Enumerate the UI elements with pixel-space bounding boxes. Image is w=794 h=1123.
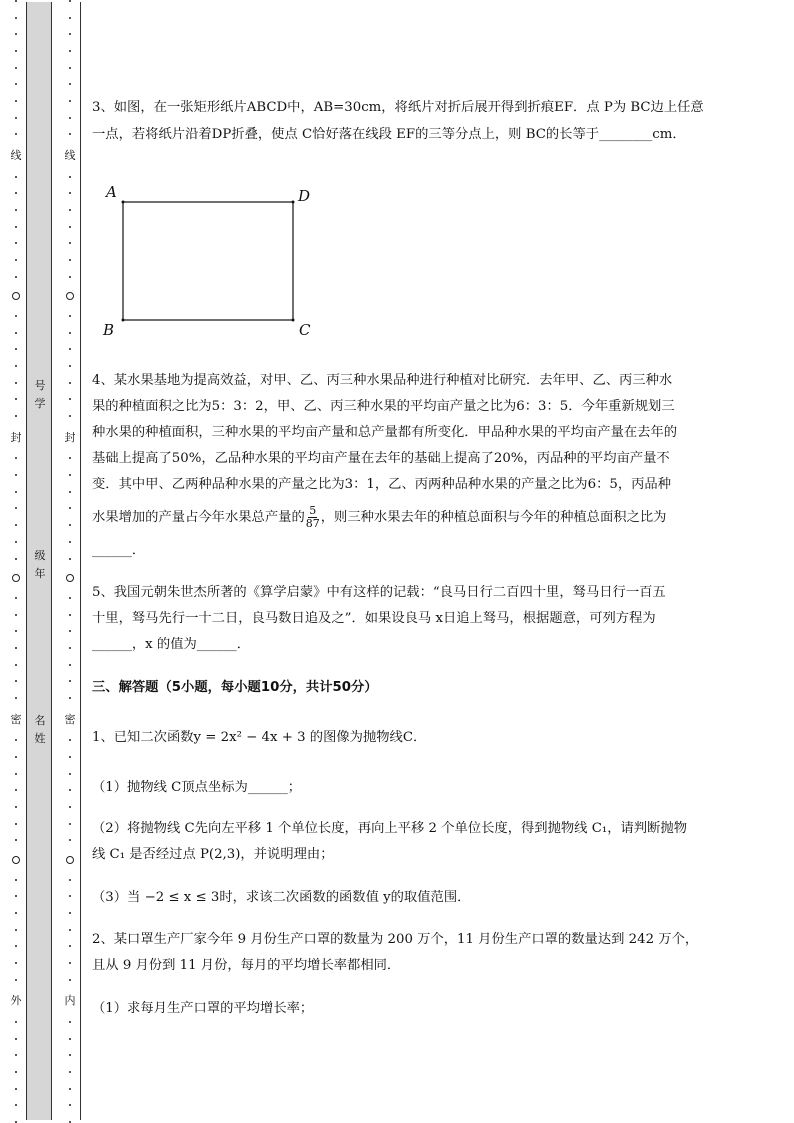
question-2-part-1: （1）求每月生产口罩的平均增长率；	[92, 1001, 314, 1016]
circle-mark	[66, 292, 74, 300]
problem-3-line-2: 一点，若将纸片沿着DP折叠，使点 C恰好落在线段 EF的三等分点上，则 BC的长等于________cm．	[92, 127, 686, 142]
margin-rule	[80, 2, 81, 1120]
problem-4-line-2: 果的种植面积之比为5：3：2，甲、乙、丙三种水果的平均亩产量之比为6：3：5．今年重新规划三	[92, 399, 675, 414]
circle-mark	[12, 574, 20, 582]
inner-line-char: 线	[64, 149, 76, 163]
problem-4-line-7: ______．	[92, 543, 146, 558]
vertex-c-label: C	[299, 321, 311, 339]
fraction-5-87	[306, 505, 320, 530]
vertex-b-label: B	[103, 321, 115, 339]
student-number-label: 号 学	[34, 379, 46, 410]
inner-seal-char: 封	[64, 430, 76, 444]
student-info-band	[26, 2, 52, 1120]
section-3-heading: 三、解答题（5小题，每小题10分，共计50分）	[92, 680, 378, 695]
inner-dotted-line	[62, 0, 78, 1123]
circle-mark	[66, 856, 74, 864]
question-1-stem: 1、已知二次函数y = 2x² − 4x + 3 的图像为抛物线C．	[92, 730, 427, 745]
inner-inside-char: 内	[64, 994, 76, 1008]
problem-4-line-6-pre: 水果增加的产量占今年水果总产量的	[92, 510, 305, 525]
problem-5-line-3: ______，x 的值为______．	[92, 637, 250, 652]
circle-mark	[12, 292, 20, 300]
rectangle-abcd-diagram	[92, 175, 332, 345]
outer-line-char: 线	[10, 149, 22, 163]
vertex-d-label: D	[298, 187, 311, 205]
question-1-part-3: （3）当 −2 ≤ x ≤ 3时，求该二次函数的函数值 y的取值范围．	[92, 890, 471, 905]
problem-4-line-4: 基础上提高了50%，乙品种水果的平均亩产量在去年的基础上提高了20%，丙品种的平均亩产量不	[92, 451, 670, 466]
problem-4-line-6-post: ，则三种水果去年的种植总面积与今年的种植总面积之比为	[320, 510, 667, 525]
problem-3-line-1: 3、如图，在一张矩形纸片ABCD中，AB=30cm，将纸片对折后展开得到折痕EF．点 P为 BC边上任意	[92, 100, 704, 115]
question-1-part-2-line-2: 线 C₁ 是否经过点 P(2,3)，并说明理由；	[92, 847, 334, 862]
grade-label: 级 年	[34, 549, 46, 580]
circle-mark	[12, 856, 20, 864]
fraction-numerator: 5	[309, 504, 317, 517]
question-1-part-2-line-1: （2）将抛物线 C先向左平移 1 个单位长度，再向上平移 2 个单位长度，得到抛物线 C₁，请判断抛物	[92, 821, 687, 836]
fraction-denominator: 87	[305, 517, 320, 530]
problem-5-line-1: 5、我国元朝朱世杰所著的《算学启蒙》中有这样的记载：“良马日行二百四十里，驽马日行一百五	[92, 585, 666, 600]
outer-seal-char: 封	[10, 430, 22, 444]
problem-4-line-6	[92, 505, 752, 531]
problem-4-line-5: 变．其中甲、乙两种品种水果的产量之比为3：1，乙、丙两种品种水果的产量之比为6：5，丙品种	[92, 477, 672, 492]
question-2-stem-line-1: 2、某口罩生产厂家今年 9 月份生产口罩的数量为 200 万个，11 月份生产口罩的数量达到 242 万个，	[92, 932, 699, 947]
name-label: 名 姓	[34, 714, 46, 745]
outer-dotted-line	[8, 0, 24, 1123]
problem-4-line-3: 种水果的种植面积，三种水果的平均亩产量和总产量都有所变化．甲品种水果的平均亩产量在去年的	[92, 425, 678, 440]
vertex-a-label: A	[106, 183, 117, 201]
binding-margin	[0, 0, 90, 1123]
inner-secret-char: 密	[64, 712, 76, 726]
rectangle-figure	[92, 175, 332, 345]
problem-5-line-2: 十里，驽马先行一十二日，良马数日追及之”．如果设良马 x日追上驽马，根据题意，可列方程为	[92, 611, 656, 626]
problem-4-line-1: 4、某水果基地为提高效益，对甲、乙、丙三种水果品种进行种植对比研究．去年甲、乙、丙三种水	[92, 373, 673, 388]
outer-secret-char: 密	[10, 712, 22, 726]
question-2-stem-line-2: 且从 9 月份到 11 月份，每月的平均增长率都相同．	[92, 958, 401, 973]
circle-mark	[66, 574, 74, 582]
outer-outside-char: 外	[10, 994, 22, 1008]
question-1-part-1: （1）抛物线 C顶点坐标为______；	[92, 780, 302, 795]
